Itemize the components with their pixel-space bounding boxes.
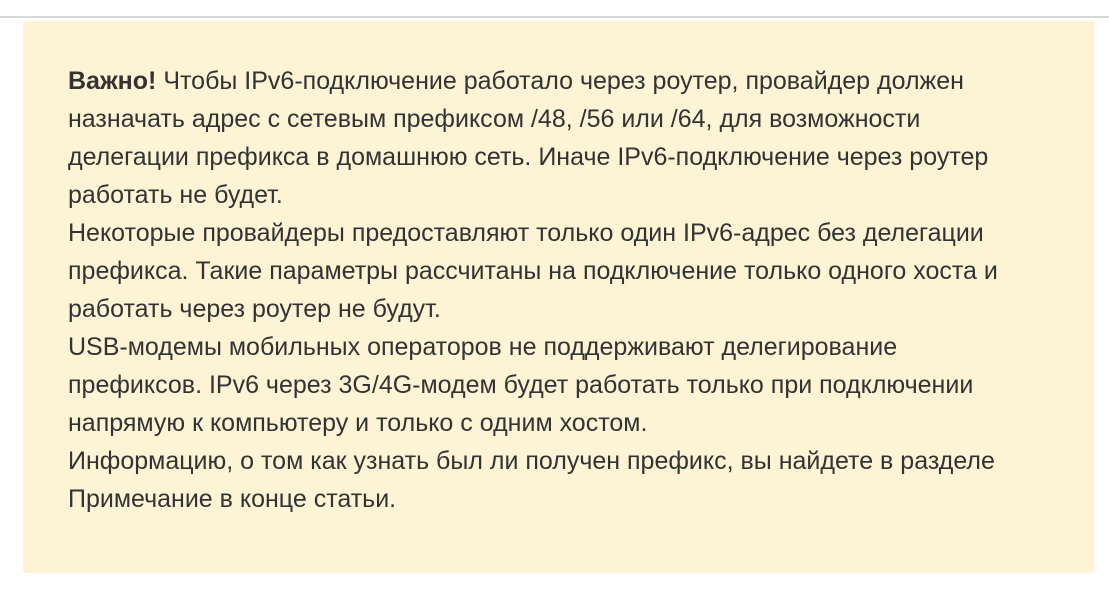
note-line: делегации префикса в домашнюю сеть. Иначе IPv6-подключение через роутер xyxy=(68,143,989,171)
important-label: Важно! xyxy=(68,67,157,95)
note-line: работать не будет. xyxy=(68,181,283,209)
note-line: Информацию, о том как узнать был ли получен префикс, вы найдете в разделе xyxy=(68,447,995,475)
note-line: Примечание в конце статьи. xyxy=(68,485,397,513)
note-line: префиксов. IPv6 через 3G/4G-модем будет работать только при подключении xyxy=(68,371,974,399)
horizontal-divider xyxy=(0,16,1109,18)
note-line xyxy=(68,62,1064,100)
important-note-callout xyxy=(23,21,1094,573)
note-line-text: Чтобы IPv6-подключение работало через роутер, провайдер должен xyxy=(156,67,964,95)
note-line: работать через роутер не будут. xyxy=(68,295,441,323)
note-line: Некоторые провайдеры предоставляют только один IPv6-адрес без делегации xyxy=(68,219,984,247)
note-line: USB-модемы мобильных операторов не поддерживают делегирование xyxy=(68,333,898,361)
note-line: префикса. Такие параметры рассчитаны на подключение только одного хоста и xyxy=(68,257,998,285)
note-line: назначать адрес с сетевым префиксом /48, /56 или /64, для возможности xyxy=(68,105,921,133)
note-line: напрямую к компьютеру и только с одним хостом. xyxy=(68,409,648,437)
